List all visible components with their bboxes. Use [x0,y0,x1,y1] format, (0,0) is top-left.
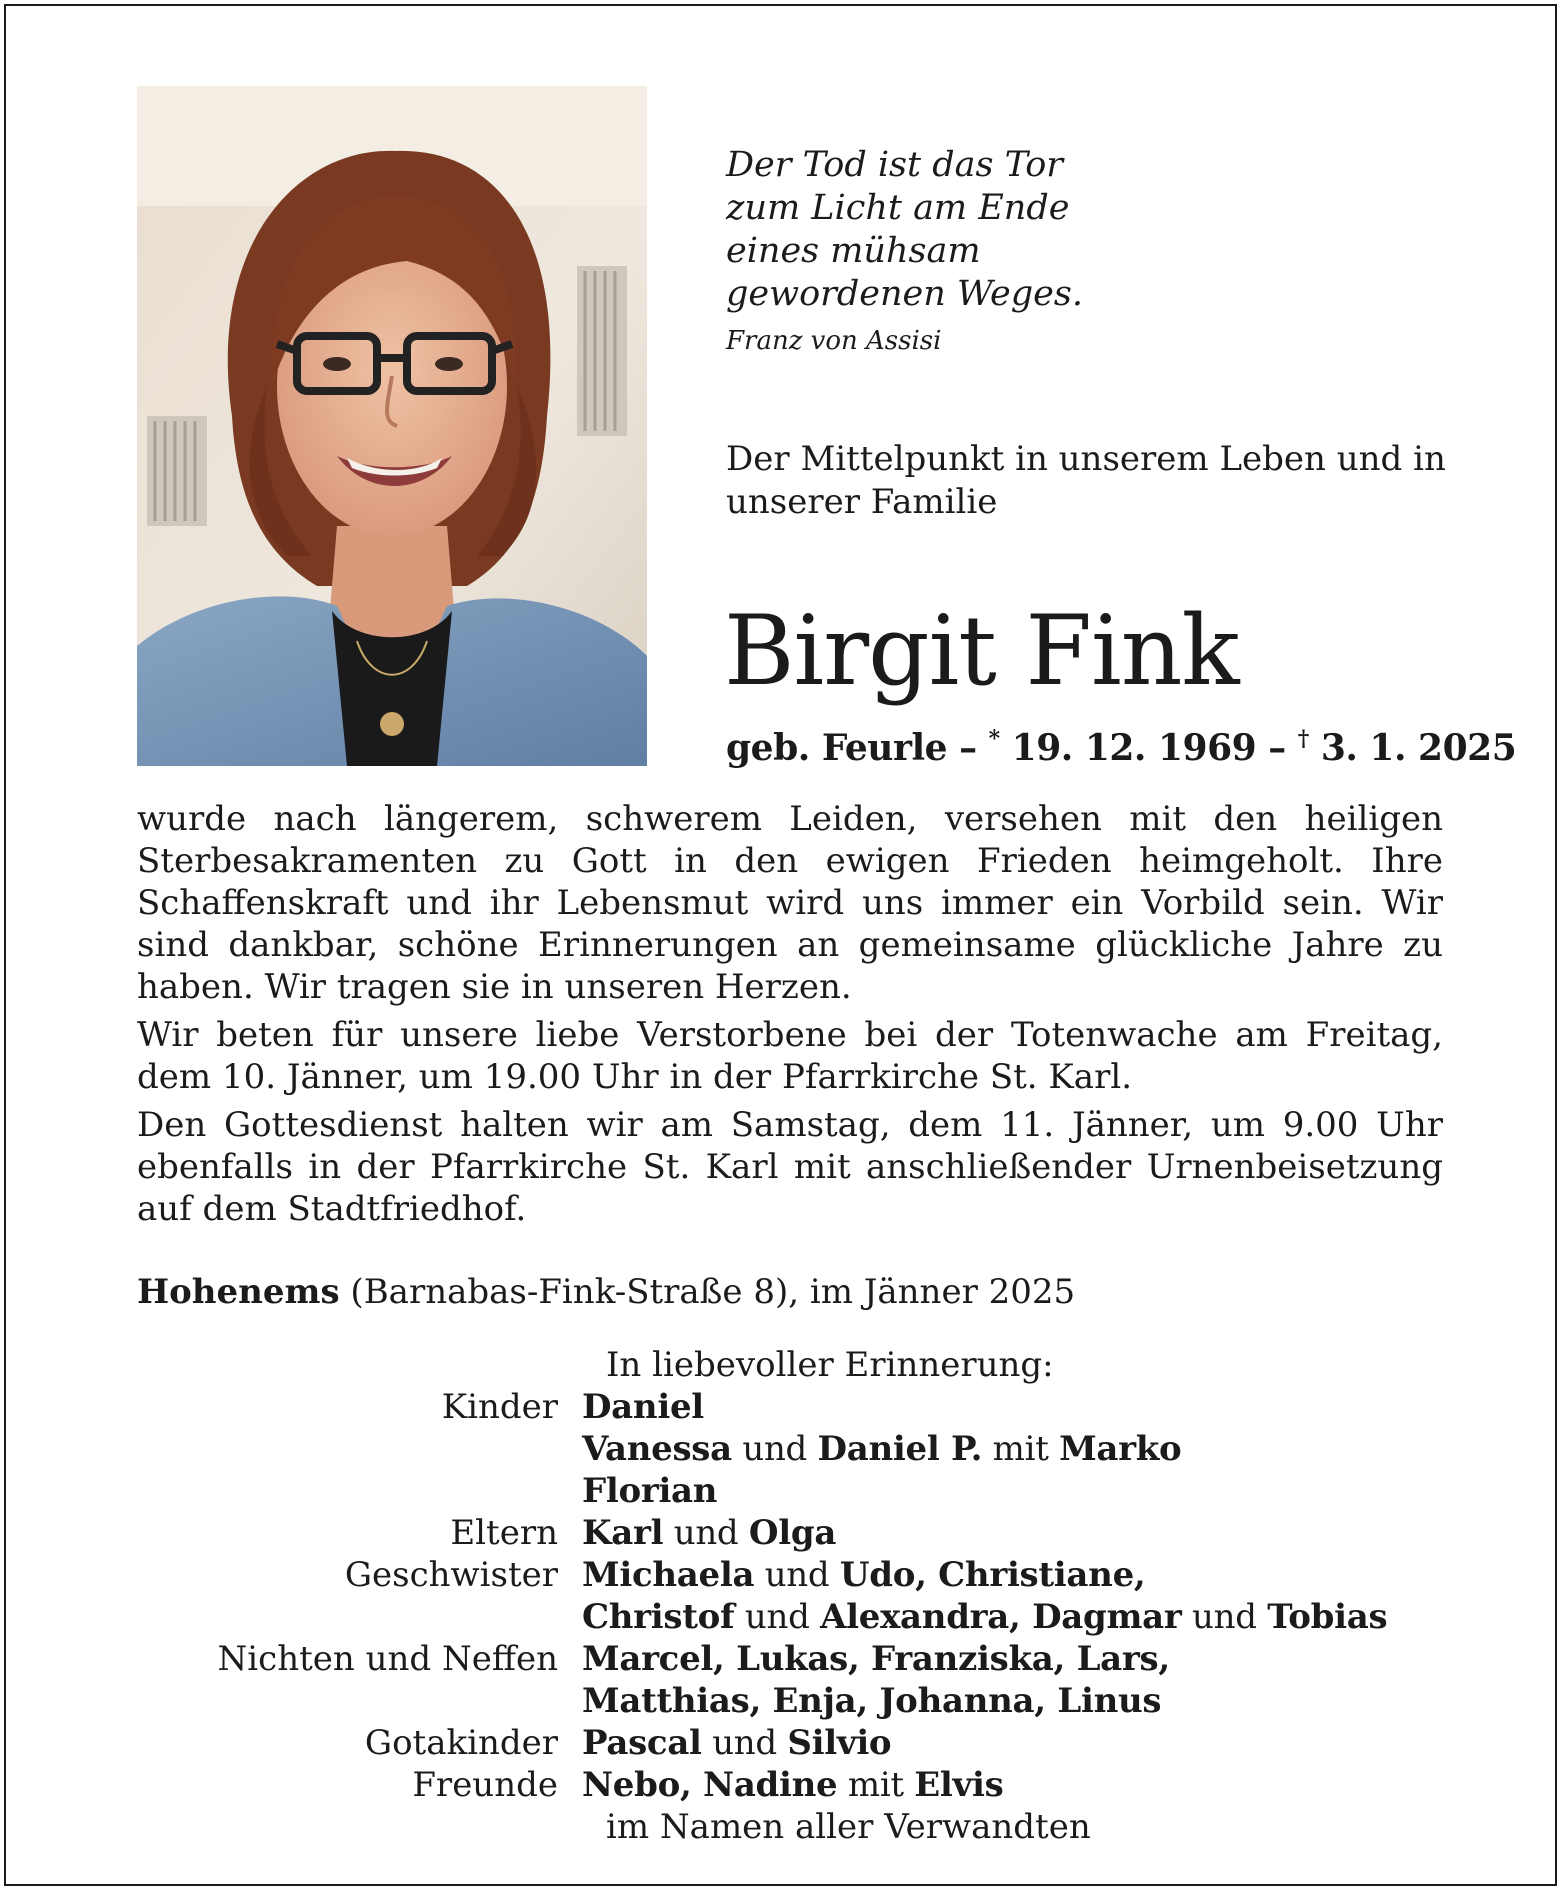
relative-name: Udo, Christiane, [839,1555,1146,1595]
relatives-row [137,1512,1477,1554]
connector: mit [982,1429,1060,1469]
life-dates [726,726,1516,769]
relatives-row [137,1764,1477,1806]
connector: mit [837,1765,915,1805]
quote-line: eines mühsam [726,231,981,271]
relative-name: Marko [1059,1429,1182,1469]
relatives-row [137,1428,1477,1470]
relation-label: Geschwister [344,1555,558,1595]
connector: und [731,1429,818,1469]
relative-name: Karl [582,1513,664,1553]
intro-text: Der Mittelpunkt in unserem Leben und in unserer Familie [726,439,1446,522]
relation-label [137,1680,582,1722]
relative-name: Pascal [582,1723,702,1763]
relation-names [582,1428,1181,1470]
relatives-row [137,1386,1477,1428]
relative-name: Alexandra, Dagmar [820,1597,1182,1637]
relation-names [582,1638,1170,1680]
relative-name: Michaela [582,1555,755,1595]
relation-names [582,1386,704,1428]
quote-line: zum Licht am Ende [726,188,1070,228]
relation-names [582,1680,1161,1722]
portrait-photo [137,86,647,766]
connector: und [754,1555,840,1595]
relative-name: Florian [582,1471,718,1511]
obituary-body [137,798,1443,1236]
relation-label: Eltern [450,1513,558,1553]
town: Hohenems [137,1272,340,1312]
body-paragraph: Wir beten für unsere liebe Verstorbene bei der Totenwache am Freitag, dem 10. Jänner, um 19.00 Uhr in der Pfarrkirche St. Karl. [137,1015,1443,1097]
relative-name: Elvis [914,1765,1004,1805]
body-paragraph: wurde nach längerem, schwerem Leiden, versehen mit den heiligen Sterbesakramenten zu Gott in den ewigen Frieden heimgeholt. Ihre Schaffenskraft und ihr Lebensmut wird uns immer ein Vorbild sein. Wir sind dankbar, schöne Erinnerungen an gemeinsame glückliche Jahre zu haben. Wir tragen sie in unseren Herzen. [137,799,1443,1007]
relative-name: Silvio [787,1723,892,1763]
death-symbol: † [1297,726,1309,752]
quote-line: Der Tod ist das Tor [726,145,1063,185]
relatives-row [137,1596,1477,1638]
death-date: 3. 1. 2025 [1308,727,1517,769]
memory-intro: In liebevoller Erinnerung: [606,1345,1054,1385]
relation-label [137,1596,582,1638]
relation-names [582,1722,891,1764]
relative-name: Daniel [582,1387,704,1427]
relatives-row [137,1680,1477,1722]
relative-name: Olga [748,1513,837,1553]
relative-name: Marcel, Lukas, Franziska, Lars, [582,1639,1170,1679]
relative-name: Vanessa [582,1429,732,1469]
address-date: (Barnabas-Fink-Straße 8), im Jänner 2025 [339,1272,1076,1312]
relative-name: Tobias [1267,1597,1388,1637]
relation-names [582,1596,1387,1638]
relation-names [582,1554,1145,1596]
relation-label: Freunde [412,1765,558,1805]
relatives-row [137,1638,1477,1680]
relatives-row [137,1470,1477,1512]
dash: – [947,727,989,769]
maiden-name: geb. Feurle [726,727,948,769]
closing-line: im Namen aller Verwandten [606,1807,1091,1847]
connector: und [701,1723,788,1763]
relation-label: Nichten und Neffen [217,1639,558,1679]
place-and-date [137,1271,1075,1313]
epigraph-quote [726,144,1286,316]
body-paragraph: Den Gottesdienst halten wir am Samstag, dem 11. Jänner, um 9.00 Uhr ebenfalls in der Pfarrkirche St. Karl mit anschließender Urnenbeisetzung auf dem Stadtfriedhof. [137,1105,1443,1229]
quote-author: Franz von Assisi [726,326,942,356]
birth-date: 19. 12. 1969 [999,727,1257,769]
relative-name: Nebo, Nadine [582,1765,838,1805]
relation-label [137,1428,582,1470]
connector: und [663,1513,749,1553]
relation-names [582,1470,717,1512]
relation-names [582,1764,1003,1806]
obituary-notice [4,4,1557,1886]
quote-line: gewordenen Weges. [726,274,1083,314]
relation-label: Kinder [441,1387,558,1427]
deceased-name: Birgit Fink [724,595,1239,707]
relatives-list [137,1386,1477,1806]
relatives-row [137,1554,1477,1596]
connector: und [1181,1597,1268,1637]
dash: – [1256,727,1298,769]
relative-name: Christof [582,1597,735,1637]
relation-names [582,1512,836,1554]
relative-name: Matthias, Enja, Johanna, Linus [582,1681,1162,1721]
relatives-row [137,1722,1477,1764]
connector: und [734,1597,821,1637]
relation-label [137,1470,582,1512]
relative-name: Daniel P. [817,1429,983,1469]
birth-symbol: * [988,726,1000,752]
relation-label: Gotakinder [364,1723,558,1763]
